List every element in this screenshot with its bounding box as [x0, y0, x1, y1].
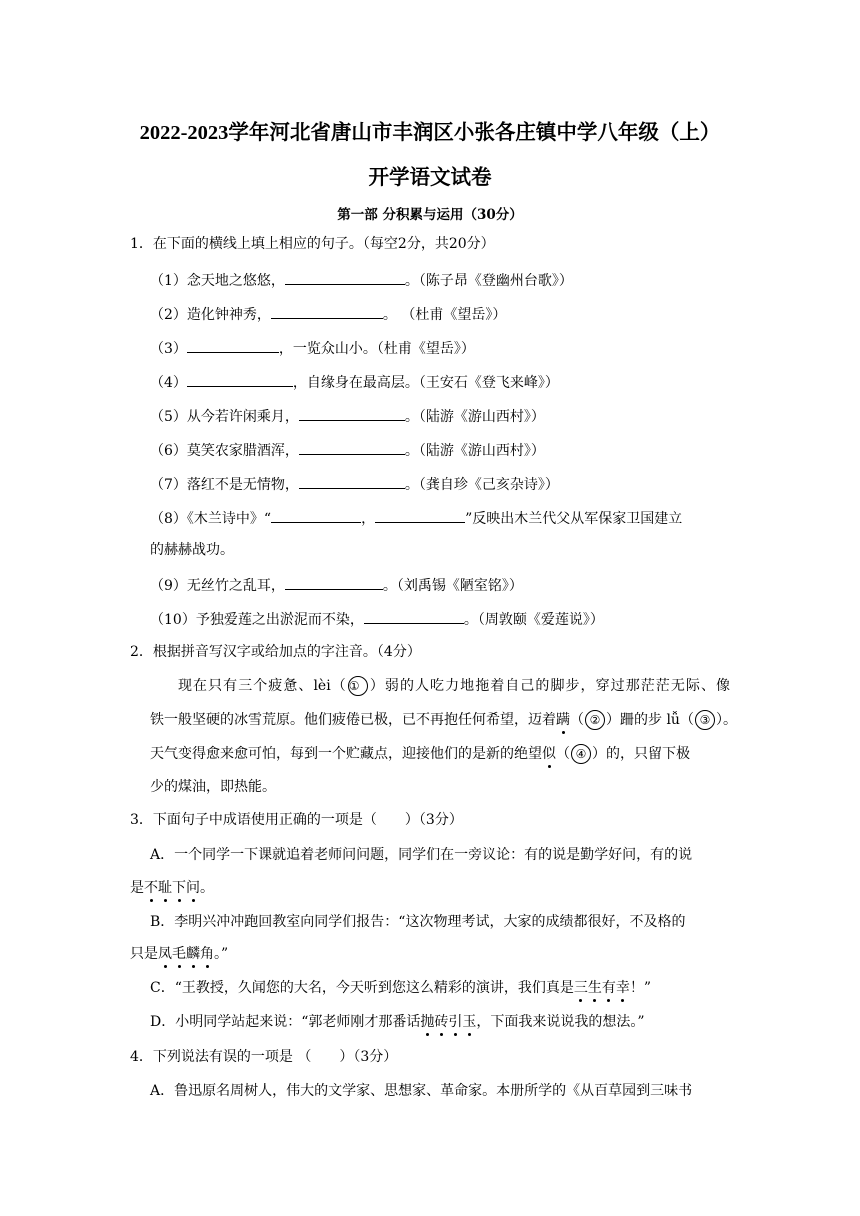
dotted-character: 耻: [158, 880, 172, 896]
q1-item-2: [150, 303, 506, 325]
q2-text: （: [556, 746, 570, 762]
dotted-character: 角: [200, 946, 214, 962]
dotted-character: 抛: [420, 1014, 435, 1030]
dotted-character: 蹒: [556, 712, 570, 728]
question-3-stem: 3．下面句子中成语使用正确的一项是（ ）（3分）: [130, 812, 463, 828]
answer-blank[interactable]: [364, 608, 464, 624]
q2-text: ）弱的人吃力地拖着自己的脚步，穿过那茫茫无际、像: [368, 678, 730, 694]
q2-passage-line1: [178, 676, 730, 696]
q2-passage-line2: [150, 710, 737, 730]
dotted-character: 幸: [615, 980, 630, 996]
q1-item-8-rest: ”反映出木兰代父从军保家卫国建立: [465, 511, 683, 527]
q1-item-4-text: （4）: [150, 375, 187, 391]
q2-text: （: [570, 712, 584, 728]
q3-text: 是: [130, 880, 144, 896]
question-1-stem: 1．在下面的横线上填上相应的句子。（每空2分，共20分）: [130, 236, 495, 252]
q1-item-9-source: 。（刘禹锡《陋室铭》）: [382, 578, 523, 594]
q3-text: ，下面我来说说我的想法。”: [476, 1014, 645, 1030]
blank-marker-3: ③: [695, 710, 715, 730]
dotted-character: 生: [587, 980, 602, 996]
q1-item-10-text: （10）予独爱莲之出淤泥而不染，: [150, 612, 364, 628]
q1-item-10-source: 。（周敦颐《爱莲说》）: [463, 612, 604, 628]
q1-item-8-text: （8）《木兰诗中》“: [150, 511, 272, 527]
q3-option-c: [150, 978, 651, 998]
q3-option-a: A．一个同学一下课就追着老师问问题，同学们在一旁议论：有的说是勤学好问，有的说: [150, 847, 693, 863]
q1-item-4: [150, 371, 559, 393]
q1-item-5-source: 。（陆游《游山西村》）: [404, 409, 545, 425]
dotted-character: 不: [144, 880, 158, 896]
q1-item-9: [150, 574, 523, 596]
q1-item-3: [150, 337, 475, 359]
dotted-character: 毛: [172, 946, 186, 962]
q3-option-d: [150, 1012, 645, 1032]
q3-text: 。”: [214, 946, 229, 962]
q3-text: C．“王教授，久闻您的大名，今天听到您这么精彩的演讲，我们真是: [150, 980, 574, 996]
answer-blank[interactable]: [299, 439, 405, 455]
q1-item-5-text: （5）从今若许闲乘月，: [150, 409, 299, 425]
q1-item-6-source: 。（陆游《游山西村》）: [404, 443, 545, 459]
dotted-character: 有: [601, 980, 616, 996]
q1-item-4-source: ，自缘身在最高层。（王安石《登飞来峰》）: [292, 375, 559, 391]
dotted-character: 下: [172, 880, 186, 896]
answer-blank[interactable]: [187, 371, 293, 387]
q1-item-1-source: 。（陈子昂《登幽州台歌》）: [404, 273, 573, 289]
dotted-character: 凤: [158, 946, 172, 962]
q3-text: 只是: [130, 946, 158, 962]
q2-text: ）。: [715, 712, 737, 728]
q1-item-2-source: 。 （杜甫《望岳》）: [382, 307, 507, 323]
section-heading: 第一部 分积累与运用（30分）: [337, 207, 523, 223]
q1-item-3-text: （3）: [150, 341, 187, 357]
q1-item-3-source: ，一览众山小。（杜甫《望岳》）: [278, 341, 475, 357]
dotted-character: 砖: [434, 1014, 449, 1030]
q2-text: 现在只有三个疲惫、lèi（: [178, 678, 347, 694]
q2-passage-line3: [150, 744, 690, 764]
q1-item-7-source: 。（龚自珍《己亥杂诗》）: [404, 477, 559, 493]
answer-blank[interactable]: [285, 269, 405, 285]
dotted-character: 玉: [462, 1014, 477, 1030]
q2-text: 铁一般坚硬的冰雪荒原。他们疲倦已极，已不再抱任何希望，迈着: [150, 712, 556, 728]
exam-title-line1: 2022-2023学年河北省唐山市丰润区小张各庄镇中学八年级（上）: [139, 122, 721, 144]
q3-text: D．小明同学站起来说：“郭老师刚才那番话: [150, 1014, 421, 1030]
answer-blank[interactable]: [375, 507, 465, 523]
q3-option-a-continued: [130, 878, 214, 898]
q1-item-8-comma: ，: [361, 511, 376, 527]
dotted-idiom: [158, 946, 214, 962]
exam-title-line2: 开学语文试卷: [368, 167, 492, 189]
dotted-character: 引: [448, 1014, 463, 1030]
answer-blank[interactable]: [299, 473, 405, 489]
q1-item-10: [150, 608, 604, 630]
q3-text: ！”: [629, 980, 652, 996]
q1-item-6-text: （6）莫笑农家腊酒浑，: [150, 443, 299, 459]
answer-blank[interactable]: [285, 574, 383, 590]
q1-item-8: [150, 507, 682, 529]
q1-item-6: [150, 439, 545, 461]
q1-item-1: [150, 269, 573, 291]
dotted-idiom: [420, 1014, 476, 1030]
q2-text: 天气变得愈来愈可怕，每到一个贮藏点，迎接他们的是新的绝望: [150, 746, 542, 762]
q1-item-9-text: （9）无丝竹之乱耳，: [150, 578, 285, 594]
dotted-character: 三: [573, 980, 588, 996]
q3-option-b-continued: [130, 944, 228, 964]
question-4-stem: 4．下列说法有误的一项是 （ ）（3分）: [130, 1049, 398, 1065]
dotted-idiom: [144, 880, 200, 896]
q1-item-8-continued: 的赫赫战功。: [150, 542, 234, 558]
dotted-character: 问: [186, 880, 200, 896]
q1-item-7: [150, 473, 559, 495]
q4-option-a: A．鲁迅原名周树人，伟大的文学家、思想家、革命家。本册所学的《从百草园到三味书: [150, 1083, 693, 1099]
q3-text: 。: [200, 880, 214, 896]
answer-blank[interactable]: [271, 507, 361, 523]
q2-passage-line4: 少的煤油，即热能。: [150, 779, 276, 795]
q1-item-1-text: （1）念天地之悠悠，: [150, 273, 285, 289]
blank-marker-1: ①: [348, 676, 368, 696]
q1-item-5: [150, 405, 545, 427]
dotted-idiom: [574, 980, 630, 996]
blank-marker-4: ④: [571, 744, 591, 764]
q2-text: ）跚的步 lǚ（: [606, 712, 694, 728]
question-2-stem: 2．根据拼音写汉字或给加点的字注音。（4分）: [130, 644, 421, 660]
answer-blank[interactable]: [271, 303, 383, 319]
q2-text: ）的，只留下极: [592, 746, 690, 762]
answer-blank[interactable]: [187, 337, 279, 353]
dotted-character: 麟: [186, 946, 200, 962]
q1-item-7-text: （7）落红不是无情物，: [150, 477, 299, 493]
q1-item-2-text: （2）造化钟神秀，: [150, 307, 271, 323]
dotted-character: 似: [542, 746, 556, 762]
q3-option-b: B．李明兴冲冲跑回教室向同学们报告：“这次物理考试，大家的成绩都很好，不及格的: [150, 914, 686, 930]
answer-blank[interactable]: [299, 405, 405, 421]
blank-marker-2: ②: [585, 710, 605, 730]
